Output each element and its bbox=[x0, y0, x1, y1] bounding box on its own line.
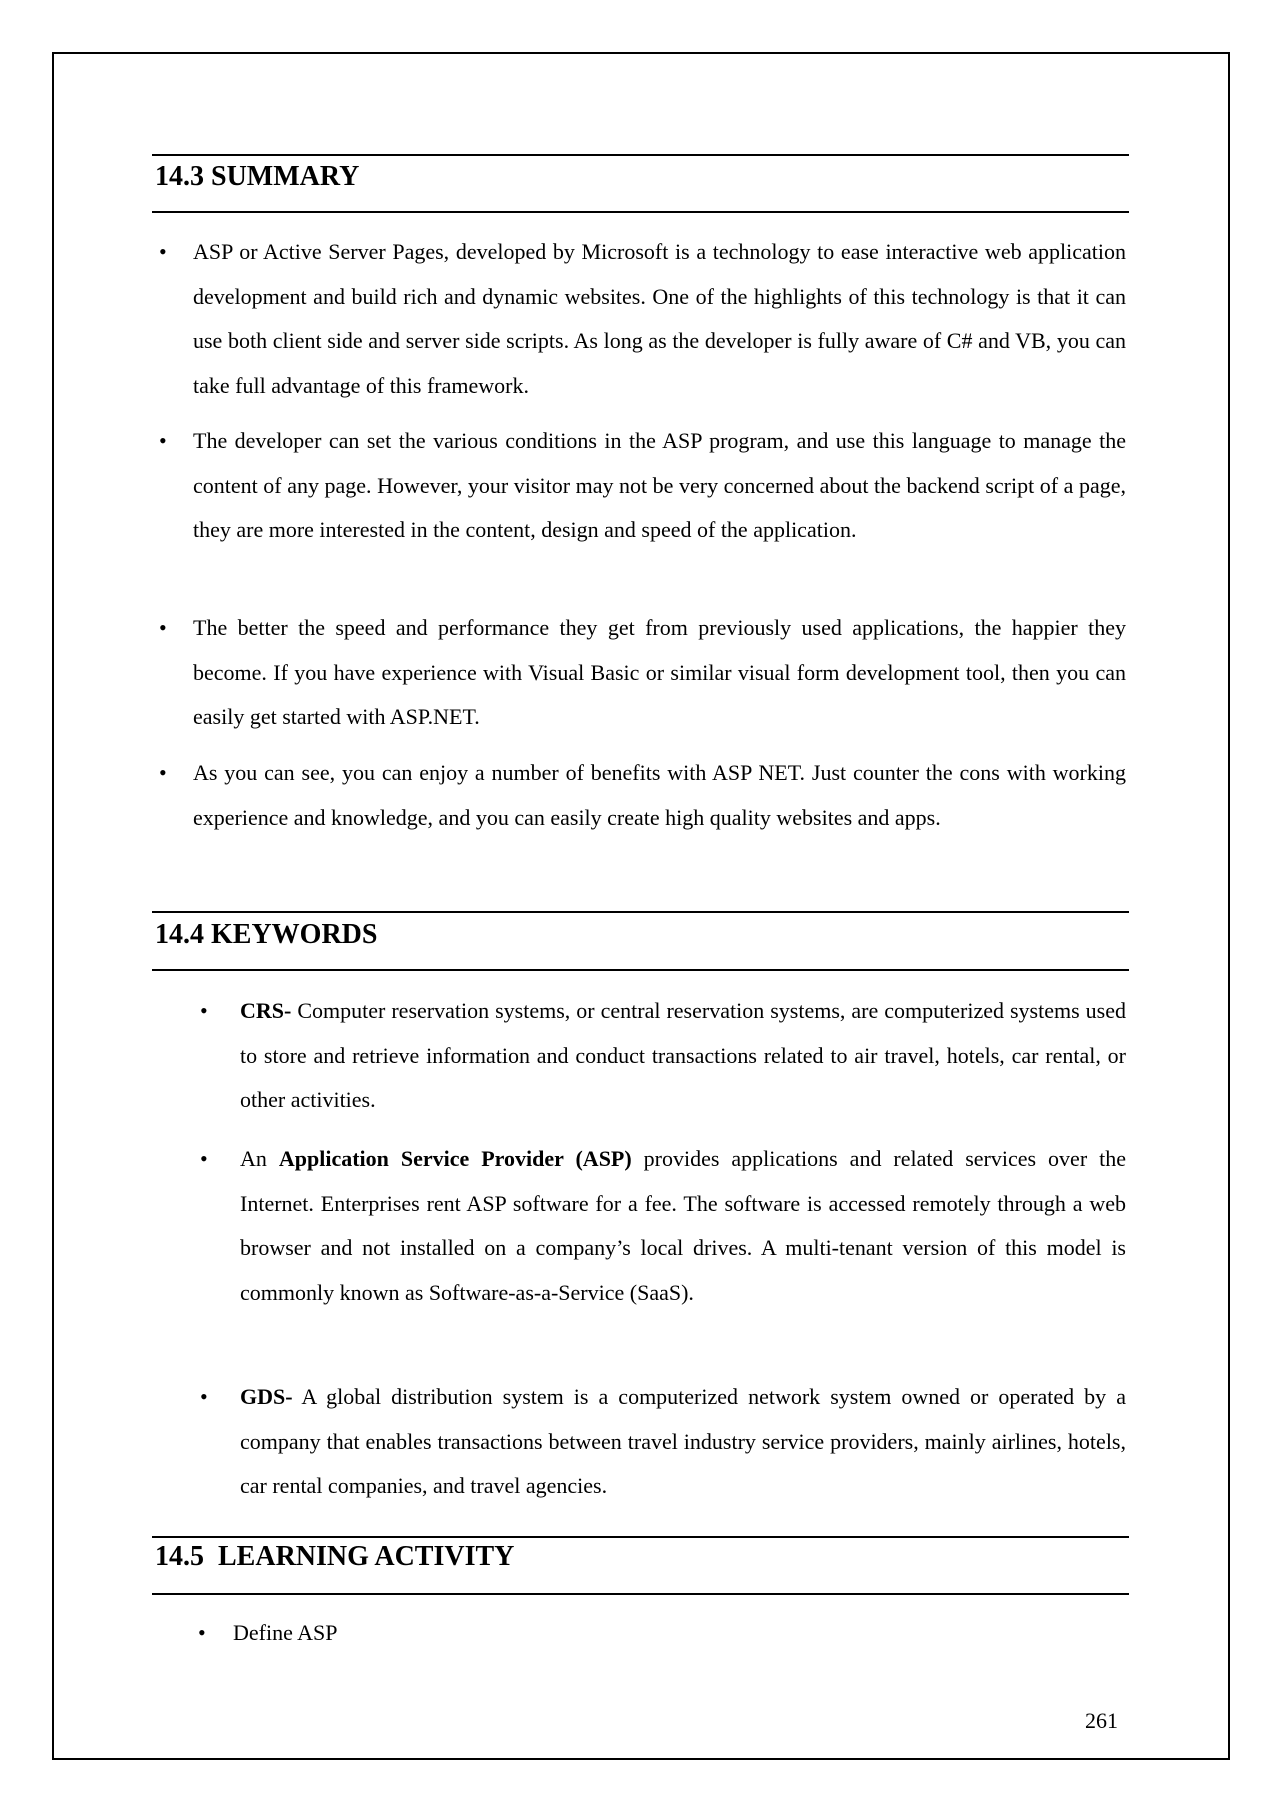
divider bbox=[152, 211, 1129, 213]
summary-bullet: The developer can set the various conditions in the ASP program, and use this language to manage the content of any page. However, your visitor may not be very concerned about the backend script of a page, they are more interested in the content, design and speed of the application. bbox=[193, 428, 1126, 542]
bullet-icon: • bbox=[200, 998, 208, 1023]
section-heading-learning-activity: 14.5 LEARNING ACTIVITY bbox=[155, 1541, 515, 1572]
learning-activity-item: Define ASP bbox=[233, 1620, 338, 1645]
keyword-item-crs: CRS- Computer reservation systems, or central reservation systems, are computerized systems used to store and retrieve information and conduct transactions related to air travel, hotels, car rental, or other activities. bbox=[240, 998, 1126, 1112]
bullet-icon: • bbox=[200, 1384, 208, 1409]
bullet-icon: • bbox=[159, 428, 167, 453]
keyword-item-asp: An Application Service Provider (ASP) provides applications and related services over the Internet. Enterprises rent ASP software for a fee. The software is accessed remotely through a web browser and not installed on a company’s local drives. A multi-tenant version of this model is commonly known as Software-as-a-Service (SaaS). bbox=[240, 1146, 1126, 1305]
summary-bullet: As you can see, you can enjoy a number of benefits with ASP NET. Just counter the cons with working experience and knowledge, and you can easily create high quality websites and apps. bbox=[193, 760, 1126, 830]
divider bbox=[152, 911, 1129, 913]
divider bbox=[152, 154, 1129, 156]
summary-bullet: The better the speed and performance they get from previously used applications, the happier they become. If you have experience with Visual Basic or similar visual form development tool, then you can easily get started with ASP.NET. bbox=[193, 615, 1126, 729]
page-number: 261 bbox=[1085, 1708, 1118, 1733]
bullet-icon: • bbox=[198, 1620, 206, 1645]
bullet-icon: • bbox=[159, 760, 167, 785]
divider bbox=[152, 1536, 1129, 1538]
bullet-icon: • bbox=[159, 239, 167, 264]
bullet-icon: • bbox=[159, 615, 167, 640]
section-heading-summary: 14.3 SUMMARY bbox=[155, 161, 360, 192]
summary-bullet: ASP or Active Server Pages, developed by Microsoft is a technology to ease interactive web application development and build rich and dynamic websites. One of the highlights of this technology is that it can use both client side and server side scripts. As long as the developer is fully aware of C# and VB, you can take full advantage of this framework. bbox=[193, 239, 1126, 398]
bullet-icon: • bbox=[200, 1146, 208, 1171]
divider bbox=[152, 969, 1129, 971]
divider bbox=[152, 1593, 1129, 1595]
section-heading-keywords: 14.4 KEYWORDS bbox=[155, 919, 378, 950]
keyword-item-gds: GDS- A global distribution system is a computerized network system owned or operated by a company that enables transactions between travel industry service providers, mainly airlines, hotels, car rental companies, and travel agencies. bbox=[240, 1384, 1126, 1498]
